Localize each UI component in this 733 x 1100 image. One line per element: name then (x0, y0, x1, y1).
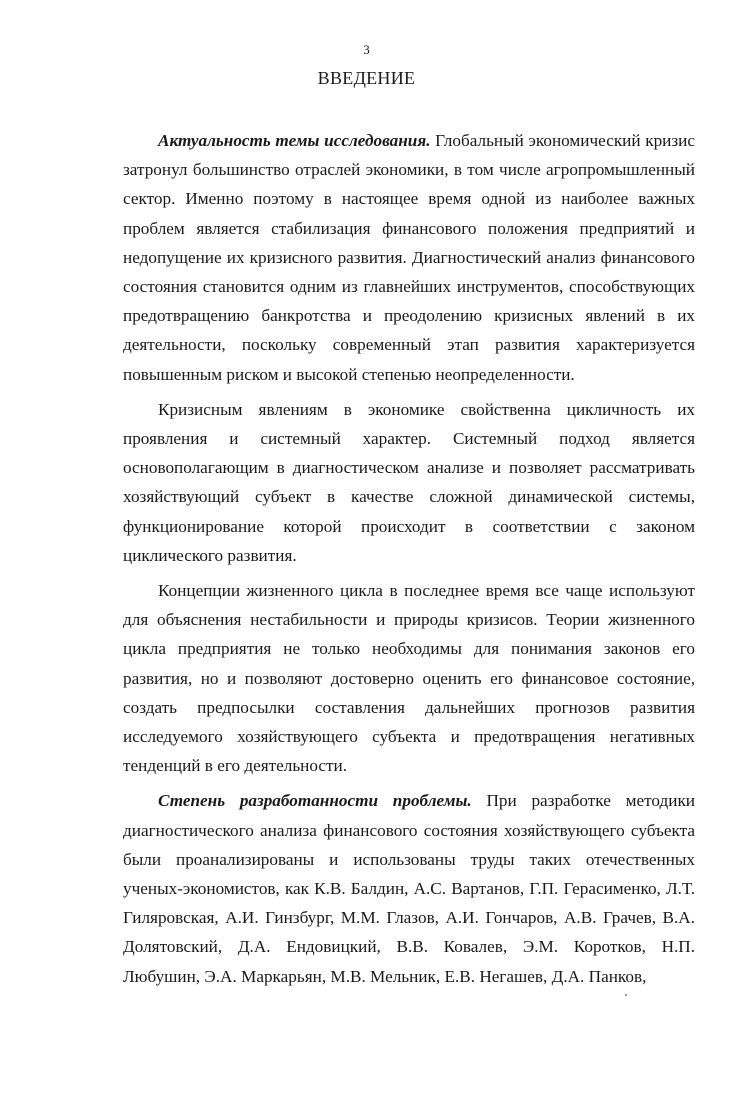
paragraph-development (123, 786, 695, 990)
page-number: 3 (363, 42, 370, 57)
paragraph-lead: Степень разработанности проблемы. (158, 791, 472, 811)
scan-speck (625, 994, 627, 996)
paragraph-relevance (123, 126, 695, 389)
paragraph-text: Концепции жизненного цикла в последнее время все чаще используют для объяснения нестабильности и природы кризисов. Теории жизненного цикла предприятия не только необходимы для понимания законов его развития, но и позволяют достоверно оценить его финансовое состояние, создать предпосылки составления дальнейших прогнозов развития исследуемого хозяйствующего субъекта и предотвращения негативных тенденций в его деятельности. (123, 581, 695, 776)
paragraph-text: При разработке методики диагностического анализа финансового состояния хозяйствующего субъекта были проанализированы и использованы труды таких отечественных ученых-экономистов, как К.В. Балдин, А.С. Вартанов, Г.П. Герасименко, Л.Т. Гиляровская, А.И. Гинзбург, М.М. Глазов, А.И. Гончаров, А.В. Грачев, В.А. Долятовский, Д.А. Ендовицкий, В.В. Ковалев, Э.М. Коротков, Н.П. Любушин, Э.А. Маркарьян, М.В. Мельник, Е.В. Негашев, Д.А. Панков, (123, 791, 695, 986)
paragraph-lead: Актуальность темы исследования. (158, 131, 431, 150)
paragraph-crisis (123, 395, 695, 570)
body-text (123, 126, 695, 997)
paragraph-lifecycle (123, 576, 695, 780)
paragraph-text: Кризисным явлениям в экономике свойственна цикличность их проявления и системный характер. Системный подход является основополагающим в диагностическом анализе и позволяет рассматривать хозяйствующий субъект в качестве сложной динамической системы, функционирование которой происходит в соответствии с законом циклического развития. (123, 399, 695, 565)
paragraph-text: Глобальный экономический кризис затронул большинство отраслей экономики, в том числе агропромышленный сектор. Именно поэтому в настоящее время одной из наиболее важных проблем является стабилизация финансового положения предприятий и недопущение их кризисного развития. Диагностический анализ финансового состояния становится одним из главнейших инструментов, способствующих предотвращению банкротства и преодолению кризисных явлений в их деятельности, поскольку современный этап развития характеризуется повышенным риском и высокой степенью неопределенности. (123, 131, 695, 384)
section-heading: ВВЕДЕНИЕ (317, 68, 416, 88)
